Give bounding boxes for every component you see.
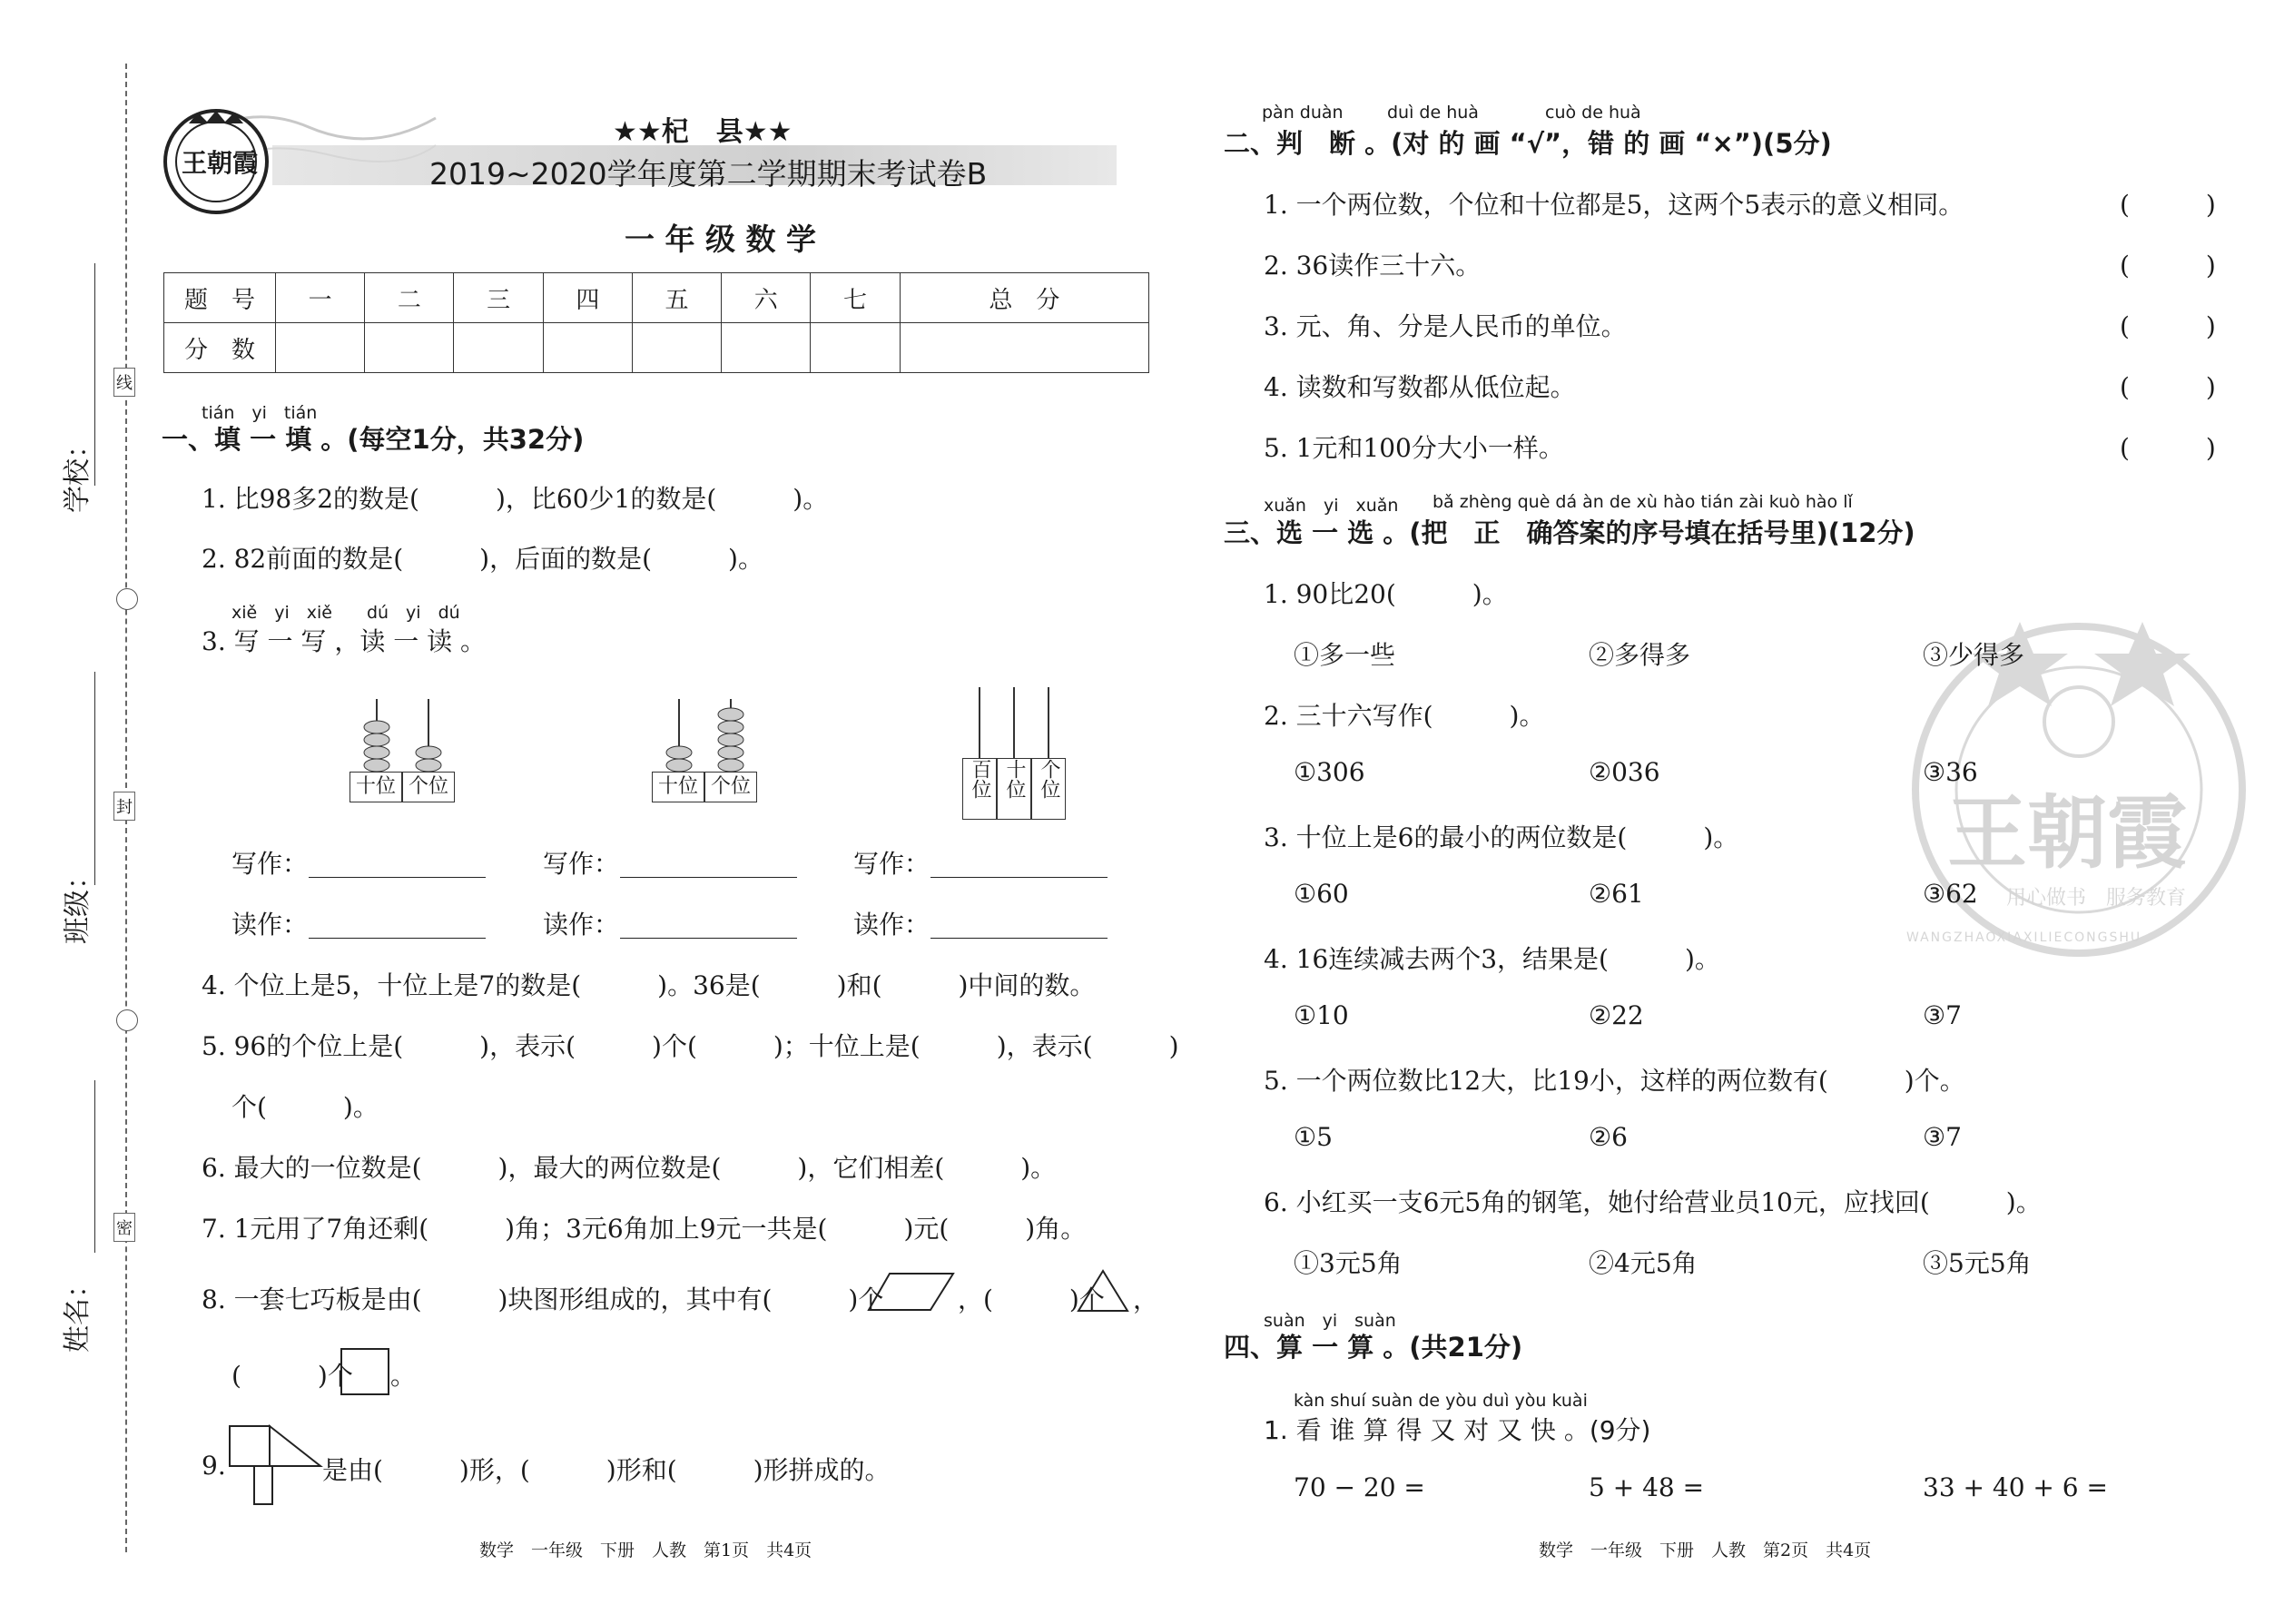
- school-label: 学校：: [62, 431, 94, 513]
- s2-answer-3[interactable]: ( ): [2120, 311, 2216, 341]
- s3-q4-opt-c[interactable]: ③7: [1923, 1000, 1962, 1030]
- section4-title: 四、算 一 算 。(共21分): [1224, 1332, 1523, 1363]
- s3-q2: 2. 三十六写作( )。: [1264, 701, 1545, 731]
- read-label-2: 读作：: [543, 910, 620, 940]
- section2-pinyin-3: cuò de huà: [1545, 103, 1641, 123]
- section3-pinyin-1: xuǎn yi xuǎn: [1264, 496, 1399, 516]
- s1-q8b[interactable]: ，( )个: [958, 1284, 1105, 1314]
- score-input-cell[interactable]: [543, 323, 632, 373]
- class-label: 班级：: [62, 862, 94, 944]
- s1-q4[interactable]: 4. 个位上是5，十位上是7的数是( )。36是( )和( )中间的数。: [202, 970, 1096, 1000]
- s3-q4-opt-b[interactable]: ②22: [1589, 1000, 1644, 1030]
- s2-item-1: 1. 一个两位数，个位和十位都是5，这两个5表示的意义相同。: [1264, 190, 1964, 220]
- s3-q5-opt-c[interactable]: ③7: [1923, 1122, 1962, 1152]
- write-label-3: 写作：: [853, 849, 930, 879]
- score-input-cell[interactable]: [454, 323, 543, 373]
- binding-mark-xian: 线: [113, 368, 135, 397]
- name-field[interactable]: [54, 1080, 94, 1371]
- section2-pinyin-2: duì de huà: [1387, 103, 1479, 123]
- abacus-label-hundreds: [962, 758, 997, 820]
- abacus-label-hundreds-text: 百位: [969, 759, 991, 799]
- logo-text: 王朝霞: [182, 148, 259, 178]
- s3-q6: 6. 小红买一支6元5角的钢笔，她付给营业员10元，应找回( )。: [1264, 1187, 2042, 1217]
- score-cell-header: 二: [365, 273, 454, 323]
- score-row-label: 分 数: [164, 323, 276, 373]
- abacus-label-tens: 十位: [350, 772, 402, 802]
- section4-sub-title: 1. 看 谁 算 得 又 对 又 快 。(9分): [1264, 1415, 1651, 1445]
- s3-q5-opt-a[interactable]: ①5: [1294, 1122, 1333, 1152]
- s1-q9[interactable]: 是由( )形，( )形和( )形拼成的。: [322, 1455, 891, 1485]
- score-cell-header: 六: [722, 273, 811, 323]
- read-label-1: 读作：: [231, 910, 309, 940]
- section4-sub-pinyin: kàn shuí suàn de yòu duì yòu kuài: [1294, 1391, 1588, 1411]
- abacus-rods-icon: [350, 694, 458, 772]
- read-line-2[interactable]: [620, 938, 797, 939]
- abacus-3: [962, 685, 1071, 822]
- write-label-2: 写作：: [543, 849, 620, 879]
- abacus-label-tens: 十位: [652, 772, 704, 802]
- section3-pinyin-2: bǎ zhèng què dá àn de xù hào tián zài kuò hào lǐ: [1433, 492, 1853, 512]
- s3-q2-opt-c[interactable]: ③36: [1923, 757, 1978, 787]
- s1-q8a[interactable]: 8. 一套七巧板是由( )块图形组成的，其中有( )个: [202, 1284, 884, 1314]
- s2-item-2: 2. 36读作三十六。: [1264, 251, 1482, 281]
- watermark-ring-text: WANGZHAOXIAXILIECONGSHU: [1906, 930, 2142, 945]
- score-table-score-row: [164, 323, 1149, 373]
- score-input-cell[interactable]: [632, 323, 721, 373]
- school-field[interactable]: [54, 263, 94, 554]
- score-input-cell[interactable]: [722, 323, 811, 373]
- read-line-3[interactable]: [930, 938, 1108, 939]
- s3-q1-opt-b[interactable]: ②多得多: [1589, 640, 1691, 670]
- s3-q1-opt-c[interactable]: ③少得多: [1923, 640, 2025, 670]
- binding-hole: [116, 1009, 138, 1031]
- s3-q3: 3. 十位上是6的最小的两位数是( )。: [1264, 822, 1739, 852]
- s3-q3-opt-b[interactable]: ②61: [1589, 879, 1644, 909]
- abacus-label-ones: [1031, 758, 1066, 820]
- score-cell-header: 三: [454, 273, 543, 323]
- s3-q2-opt-b[interactable]: ②036: [1589, 757, 1660, 787]
- score-cell-header: 七: [811, 273, 900, 323]
- score-table: [163, 272, 1149, 373]
- s1-q3-pinyin: xiě yi xiě dú yi dú: [231, 603, 460, 623]
- section2-pinyin-1: pàn duàn: [1262, 103, 1344, 123]
- footer-right: 数学 一年级 下册 人教 第2页 共4页: [1539, 1540, 1872, 1560]
- exam-title: 2019~2020学年度第二学期期末考试卷B: [429, 156, 988, 192]
- abacus-2: [652, 694, 761, 808]
- s1-q8c: ，: [1133, 1284, 1159, 1314]
- abacus-label-tens-text: 十位: [1003, 759, 1026, 799]
- score-cell-header: 题 号: [164, 273, 276, 323]
- abacus-1: [350, 694, 458, 808]
- score-input-cell[interactable]: [365, 323, 454, 373]
- calc-1[interactable]: 70 − 20 =: [1294, 1472, 1425, 1502]
- write-line-1[interactable]: [309, 877, 486, 878]
- school-underline: [94, 263, 95, 486]
- s3-q6-opt-a[interactable]: ①3元5角: [1294, 1248, 1403, 1278]
- write-label-1: 写作：: [231, 849, 309, 879]
- binding-mark-feng: 封: [113, 792, 135, 821]
- score-input-cell[interactable]: [276, 323, 365, 373]
- s2-answer-2[interactable]: ( ): [2120, 251, 2216, 281]
- section1-pinyin: tián yi tián: [202, 403, 318, 423]
- abacus-label-tens: [997, 758, 1031, 820]
- subject-title: 一 年 级 数 学: [625, 221, 816, 257]
- s1-q8e: 。: [390, 1361, 417, 1391]
- score-table-header-row: [164, 273, 1149, 323]
- composite-shape-icon: [227, 1423, 327, 1507]
- triangle-icon: [1076, 1267, 1130, 1314]
- score-input-cell[interactable]: [811, 323, 900, 373]
- s1-q5b[interactable]: 个( )。: [231, 1092, 379, 1122]
- s3-q4-opt-a[interactable]: ①10: [1294, 1000, 1349, 1030]
- footer-left: 数学 一年级 下册 人教 第1页 共4页: [479, 1540, 812, 1560]
- name-underline: [94, 1080, 95, 1253]
- section4-pinyin: suàn yi suàn: [1264, 1311, 1396, 1331]
- square-icon: [340, 1348, 389, 1395]
- s3-q5: 5. 一个两位数比12大，比19小，这样的两位数有( )个。: [1264, 1066, 1965, 1096]
- read-line-1[interactable]: [309, 938, 486, 939]
- abacus-rods-icon: [962, 685, 1071, 758]
- section3-title: 三、选 一 选 。(把 正 确答案的序号填在括号里)(12分): [1224, 517, 1915, 548]
- calc-3[interactable]: 33 + 40 + 6 =: [1923, 1472, 2108, 1502]
- s1-q8d[interactable]: ( )个: [231, 1361, 353, 1391]
- abacus-label-ones: 个位: [704, 772, 757, 802]
- s1-q7[interactable]: 7. 1元用了7角还剩( )角；3元6角加上9元一共是( )元( )角。: [202, 1214, 1087, 1244]
- s3-q4: 4. 16连续减去两个3，结果是( )。: [1264, 944, 1720, 974]
- binding-strip: [0, 0, 145, 1624]
- abacus-rods-icon: [652, 694, 761, 772]
- s2-item-3: 3. 元、角、分是人民币的单位。: [1264, 311, 1627, 341]
- score-cell-header: 一: [276, 273, 365, 323]
- s3-q1-opt-a[interactable]: ①多一些: [1294, 640, 1396, 670]
- s2-answer-4[interactable]: ( ): [2120, 372, 2216, 402]
- s3-q3-opt-a[interactable]: ①60: [1294, 879, 1349, 909]
- section1-title: 一、填 一 填 。(每空1分，共32分): [162, 424, 585, 455]
- s1-q5a[interactable]: 5. 96的个位上是( )，表示( )个( )；十位上是( )，表示( ): [202, 1031, 1179, 1061]
- name-label: 姓名：: [62, 1271, 94, 1353]
- read-label-3: 读作：: [853, 910, 930, 940]
- s1-q6[interactable]: 6. 最大的一位数是( )，最大的两位数是( )，它们相差( )。: [202, 1153, 1057, 1183]
- s2-answer-1[interactable]: ( ): [2120, 190, 2216, 220]
- s1-q2[interactable]: 2. 82前面的数是( )，后面的数是( )。: [202, 544, 763, 574]
- score-cell-header: 四: [543, 273, 632, 323]
- binding-hole: [116, 588, 138, 610]
- s3-q1: 1. 90比20( )。: [1264, 579, 1508, 609]
- class-field[interactable]: [54, 672, 94, 962]
- county-title: ★★杞 县★★: [613, 116, 793, 148]
- s3-q6-opt-b[interactable]: ②4元5角: [1589, 1248, 1698, 1278]
- publisher-logo: [162, 107, 271, 216]
- watermark-slogan: 用心做书 服务教育: [2006, 887, 2187, 910]
- score-cell-header: 五: [632, 273, 721, 323]
- parallelogram-icon: [867, 1269, 958, 1314]
- s2-item-5: 5. 1元和100分大小一样。: [1264, 433, 1564, 463]
- section2-title: 二、判 断 。(对 的 画 “√”，错 的 画 “×”)(5分): [1224, 128, 1832, 159]
- score-input-cell[interactable]: [900, 323, 1148, 373]
- watermark-logo-text: 王朝霞: [1947, 785, 2188, 880]
- s1-q3: 3. 写 一 写 ，读 一 读 。: [202, 626, 487, 656]
- s3-q5-opt-b[interactable]: ②6: [1589, 1122, 1628, 1152]
- score-cell-header: 总 分: [900, 273, 1148, 323]
- s1-q9-number: 9.: [202, 1451, 226, 1481]
- s3-q2-opt-a[interactable]: ①306: [1294, 757, 1365, 787]
- class-underline: [94, 672, 95, 885]
- abacus-label-ones-text: 个位: [1038, 759, 1060, 799]
- s3-q6-opt-c[interactable]: ③5元5角: [1923, 1248, 2032, 1278]
- binding-mark-mi: 密: [113, 1213, 135, 1242]
- s1-q1[interactable]: 1. 比98多2的数是( )，比60少1的数是( )。: [202, 484, 829, 514]
- write-line-3[interactable]: [930, 877, 1108, 878]
- abacus-label-ones: 个位: [402, 772, 455, 802]
- s2-answer-5[interactable]: ( ): [2120, 433, 2216, 463]
- calc-2[interactable]: 5 + 48 =: [1589, 1472, 1705, 1502]
- s3-q3-opt-c[interactable]: ③62: [1923, 879, 1978, 909]
- s2-item-4: 4. 读数和写数都从低位起。: [1264, 372, 1576, 402]
- write-line-2[interactable]: [620, 877, 797, 878]
